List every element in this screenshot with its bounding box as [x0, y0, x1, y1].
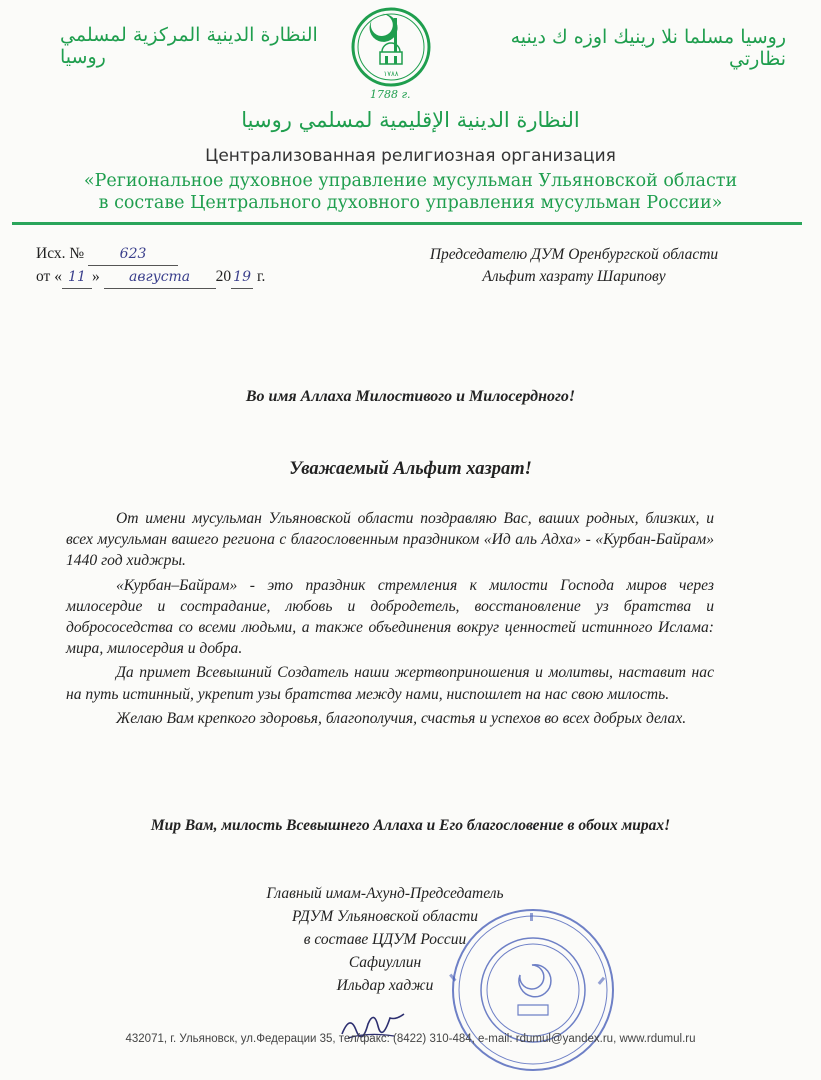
reference-number: 623 — [88, 244, 178, 266]
organization-name-line-2: в составе Центрального духовного управления мусульман России» — [98, 193, 723, 213]
reference-label: Исх. № — [36, 245, 85, 262]
emblem-logo — [350, 6, 432, 92]
addressee-line-2: Альфит хазрату Шарипову — [482, 268, 666, 285]
signatory-name: Ильдар хаджи — [336, 977, 434, 994]
organization-name-line-1: «Региональное духовное управление мусульман Ульяновской области — [83, 171, 738, 191]
emblem-caption: ١٧٨٨ — [383, 70, 399, 78]
mosque-emblem-icon — [350, 6, 432, 88]
arabic-header-left: النظارة الدينية المركزية لمسلمي روسيا — [60, 24, 318, 68]
letter-body — [66, 508, 714, 732]
body-paragraph-2: «Курбан–Байрам» - это праздник стремления к милости Господа миров через милосердие и сострадание, любовь и добродетель, восстановление уз братства и добрососедства со всеми людьми, а также объединения вокруг ценностей истинного Ислама: мира, милосердия и добра. — [66, 576, 714, 658]
date-mid: » — [91, 268, 100, 285]
founding-year: 1788 г. — [370, 88, 411, 101]
body-paragraph-4: Желаю Вам крепкого здоровья, благополучия, счастья и успехов во всех добрых делах. — [116, 709, 687, 727]
arabic-header-right: روسيا مسلما نلا رينيك اوزه ك دينيه نظارتي — [510, 26, 786, 70]
organization-name — [0, 170, 821, 214]
body-paragraph-3: Да примет Всевышний Создатель наши жертвоприношения и молитвы, наставит нас на путь истинный, укрепит узы братства между нами, ниспошлет на нас свою милость. — [66, 664, 714, 703]
reference-date-line — [36, 266, 265, 289]
signatory-surname: Сафиуллин — [348, 954, 422, 971]
date-year-unit: г. — [256, 268, 266, 285]
arabic-regional-title: النظارة الدينية الإقليمية لمسلمي روسيا — [241, 108, 580, 132]
closing-blessing: Мир Вам, милость Всевышнего Аллаха и Его благословение в обоих мирах! — [150, 817, 671, 834]
footer-contacts: 432071, г. Ульяновск, ул.Федерации 35, тел/факс: (8422) 310-484, e-mail: rdumul@yandex.ru, www.rdumul.ru — [125, 1033, 696, 1045]
signatory-title: Главный имам-Ахунд-Председатель — [266, 885, 504, 902]
organization-type: Централизованная религиозная организация — [205, 146, 616, 166]
signatory-organization: РДУМ Ульяновской области — [291, 908, 479, 925]
body-paragraph-1: От имени мусульман Ульяновской области поздравляю Вас, ваших родных, близких, и всех мусульман вашего региона с благословенным праздником «Ид аль Адха» - «Курбан-Байрам» 1440 год хиджры. — [66, 510, 714, 570]
addressee-line-1: Председателю ДУМ Оренбургской области — [429, 246, 719, 263]
salutation: Уважаемый Альфит хазрат! — [289, 459, 532, 479]
signature-block — [200, 882, 570, 997]
addressee — [344, 244, 804, 288]
signatory-affiliation: в составе ЦДУМ России — [303, 931, 467, 948]
date-year-prefix: 20 — [215, 268, 232, 285]
date-month: августа — [104, 267, 216, 289]
header-divider — [12, 222, 802, 225]
outgoing-reference — [36, 243, 265, 289]
invocation: Во имя Аллаха Милостивого и Милосердного! — [245, 388, 576, 405]
date-day: 11 — [62, 267, 92, 289]
date-prefix: от « — [36, 268, 62, 285]
date-year-suffix: 19 — [231, 267, 253, 289]
reference-number-line — [36, 243, 265, 266]
